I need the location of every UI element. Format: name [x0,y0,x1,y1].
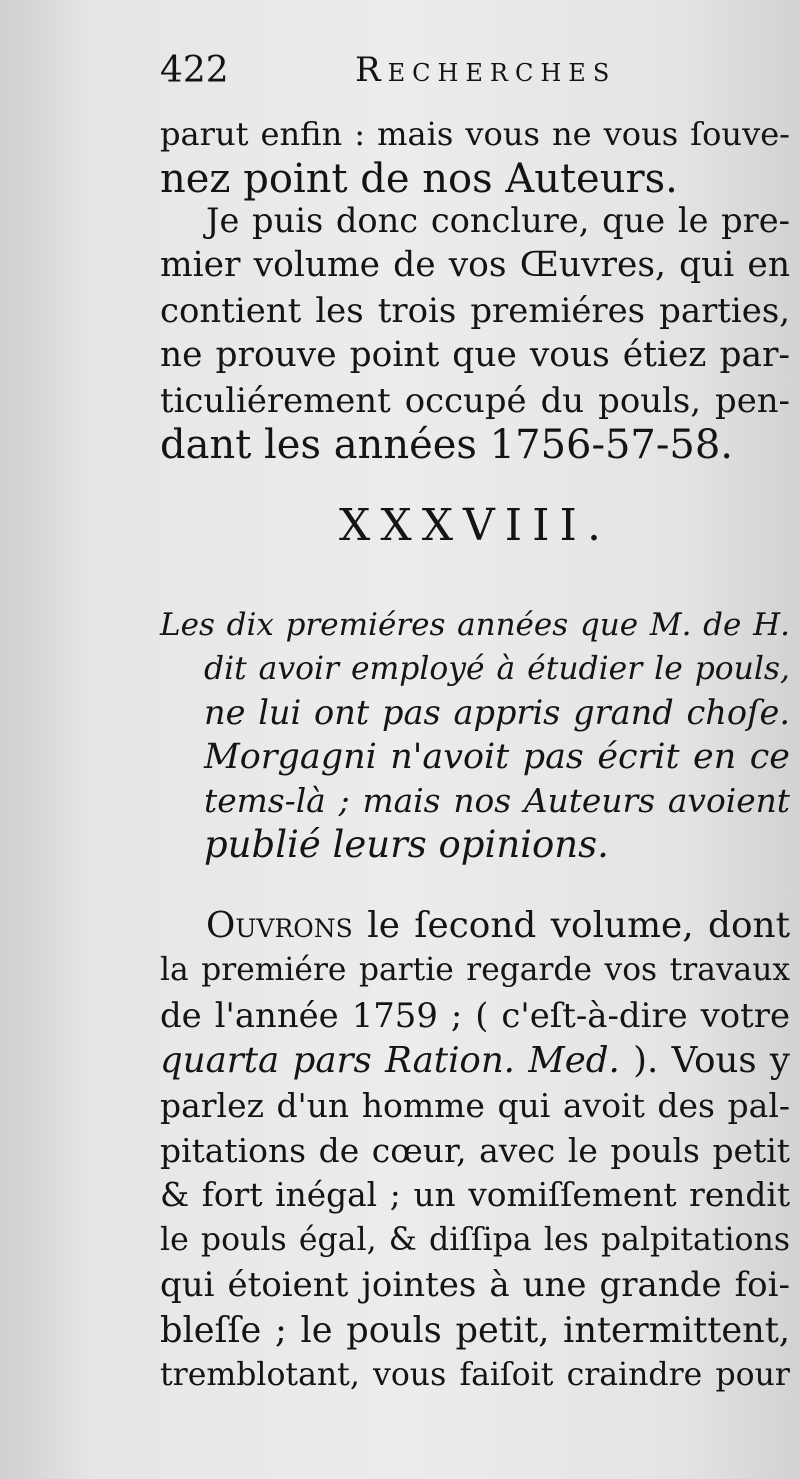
summary-line: Les dix premiéres années que M. de H. [160,607,790,643]
section-summary [160,603,790,867]
text-line [160,903,790,948]
text-line: bleſſe ; le pouls petit, intermittent, [160,1310,790,1351]
text-line: ticuliérement occupé du pouls, pen- [160,381,790,420]
text-line: parlez d'un homme qui avoit des pal- [160,1086,790,1125]
text-line: pitations de cœur, avec le pouls petit [160,1131,790,1170]
lead-word: Ouvrons [206,905,353,946]
summary-line: Morgagni n'avoit pas écrit en ce [204,737,790,777]
paragraph-conclusion [160,198,790,468]
text-line: nez point de nos Auteurs. [160,156,678,202]
text-line [160,1038,790,1083]
page-header [160,50,790,100]
page-number: 422 [160,50,229,91]
summary-line: tems-là ; mais nos Auteurs avoient [204,782,790,820]
text-line: tremblotant, vous faiſoit craindre pour [160,1357,790,1393]
summary-line: publié leurs opinions. [204,823,609,866]
text-line: parut enfin : mais vous ne vous ſouve- [160,115,790,153]
text-line: & fort inégal ; un vomiſſement rendit [160,1176,790,1214]
text-line: ne prouve point que vous étiez par- [160,335,790,375]
running-title: Recherches [355,50,617,90]
lead-line-rest: le ſecond volume, dont [367,905,790,946]
text-line: le pouls égal, & diſſipa les palpitations [160,1222,790,1258]
text-line: Je puis donc conclure, que le pre- [206,201,790,240]
text-line: mier volume de vos Œuvres, qui en [160,245,790,285]
paragraph-continuation [160,112,790,202]
text-line: contient les trois premiéres parties, [160,291,790,330]
citation-line-rest: ). Vous y [633,1040,790,1081]
section-heading: XXXVIII. [339,500,611,551]
text-line: qui étoient jointes à une grande foi- [160,1265,790,1305]
text-line: de l'année 1759 ; ( c'eſt-à-dire votre [160,996,790,1035]
text-line: dant les années 1756-57-58. [160,422,734,468]
paragraph-second-volume [160,903,790,1398]
summary-line: dit avoir employé à étudier le pouls, [204,651,790,687]
text-line: la premiére partie regarde vos travaux [160,952,790,988]
summary-line: ne lui ont pas appris grand choſe. [204,693,790,732]
latin-citation: quarta pars Ration. Med. [160,1040,620,1081]
